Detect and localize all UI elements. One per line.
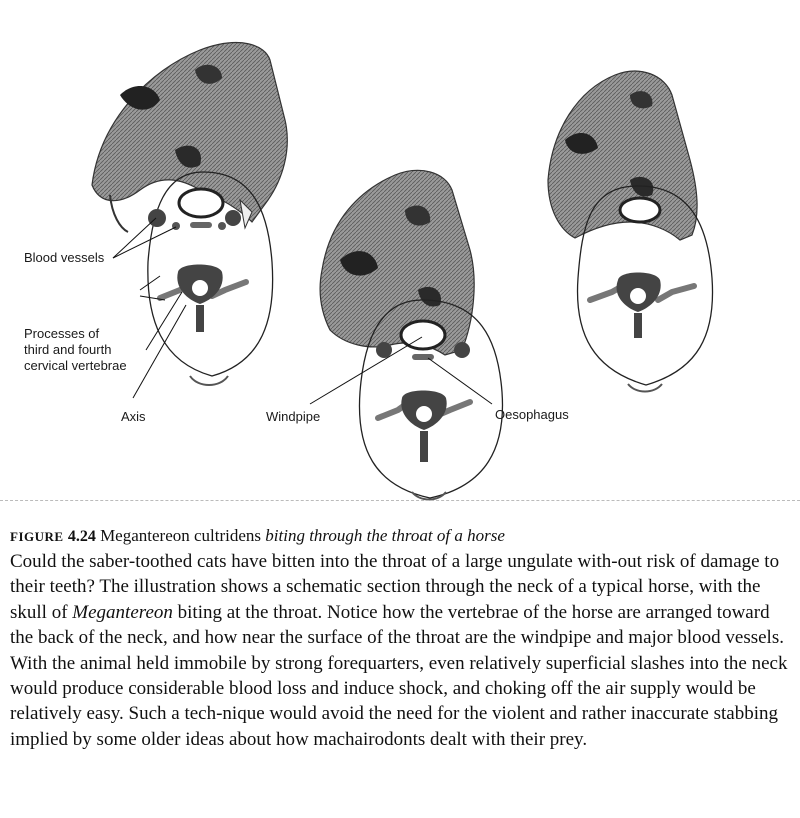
caption-body <box>10 549 790 752</box>
label-axis: Axis <box>121 409 146 424</box>
label-cervical-processes: Processes of third and fourth cervical vertebrae <box>24 326 127 373</box>
caption-figure-word: FIGURE <box>10 529 64 544</box>
label-oesophagus: Oesophagus <box>495 407 569 422</box>
caption-body-genus: Megantereon <box>72 601 173 623</box>
caption-title-genus: Megantereon cultridens <box>100 526 262 545</box>
caption-figure-number: 4.24 <box>67 528 96 545</box>
label-windpipe: Windpipe <box>266 409 321 424</box>
caption-divider <box>0 500 800 501</box>
caption-body-part2: biting at the throat. Notice how the vertebrae of the horse are arranged toward the back of the neck, and how near the surface of the throat are the windpipe and major blood vessels. With the animal held immobile by strong forequarters, even relatively superficial slashes into the neck would produce considerable blood loss and induce shock, and choking off the air supply would be relatively easy. Such a tech-nique would avoid the need for the violent and rather inaccurate stabbing implied by some older ideas about how machairodonts dealt with their prey. <box>10 601 788 750</box>
figure-caption <box>10 524 790 752</box>
label-blood-vessels: Blood vessels <box>24 250 105 265</box>
caption-body-part1: Could the saber-toothed cats have bitten into the throat of a large ungulate with-out risk of damage to their teeth? The illustration shows a schematic section through the neck of a typical horse, with the skull of <box>10 551 780 623</box>
caption-title-rest: biting through the throat of a horse <box>265 526 505 545</box>
caption-heading <box>10 524 790 549</box>
center-skull <box>320 170 474 355</box>
